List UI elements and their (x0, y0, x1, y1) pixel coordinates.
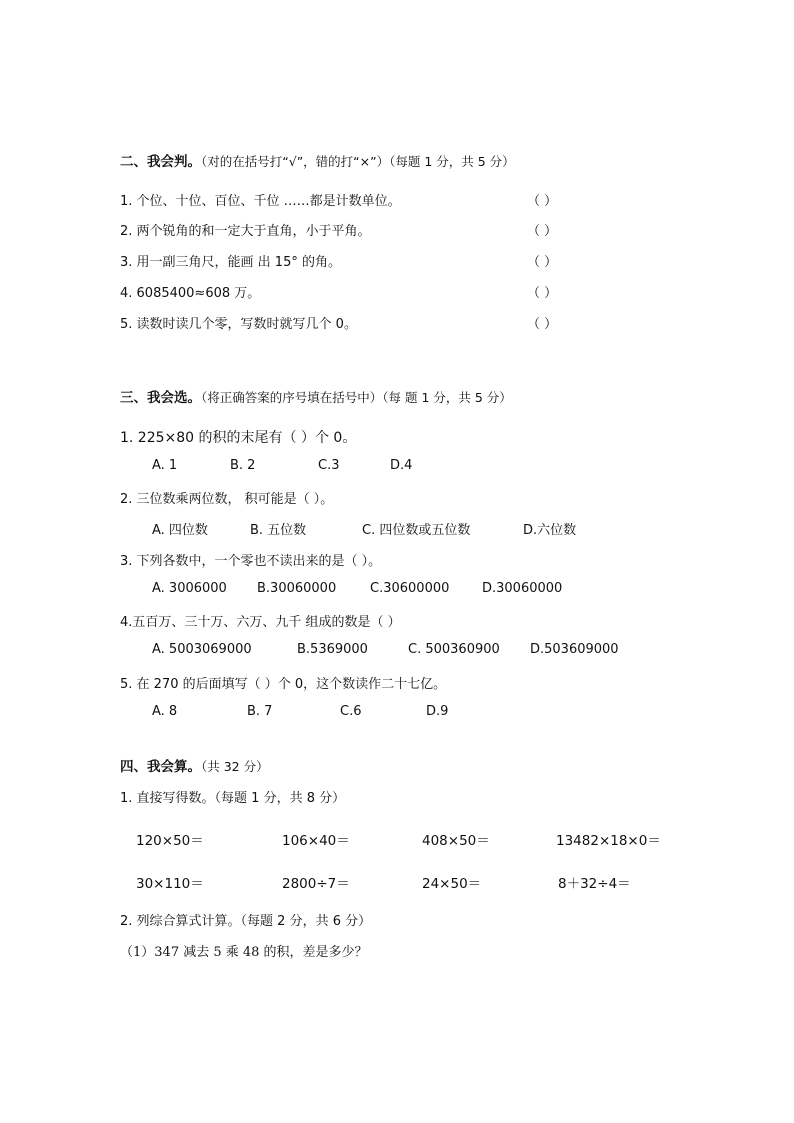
calc-expression: 13482×18×0＝ (556, 833, 661, 849)
q4-option-a[interactable]: A. 5003069000 (152, 642, 252, 657)
calc-expression: 24×50＝ (422, 876, 482, 892)
choice-q1: 1. 225×80 的积的末尾有（ ）个 0。 (120, 430, 357, 446)
q1-option-b[interactable]: B. 2 (230, 458, 256, 473)
section2-note: （对的在括号打“√”，错的打“×”）（每题 1 分，共 5 分） (201, 154, 515, 169)
q4-option-b[interactable]: B.5369000 (297, 642, 368, 657)
judge-answer-1[interactable]: （ ） (527, 194, 558, 209)
q5-option-c[interactable]: C.6 (340, 704, 362, 719)
judge-answer-3[interactable]: （ ） (527, 255, 558, 270)
calc-expression: 2800÷7＝ (282, 876, 350, 892)
calc-expression: 30×110＝ (136, 876, 204, 892)
choice-q2: 2. 三位数乘两位数， 积可能是（ ）。 (120, 492, 334, 507)
section4-title: 四、我会算。 (120, 759, 201, 775)
choice-q4: 4.五百万、三十万、六万、九千 组成的数是（ ） (120, 615, 401, 630)
q3-option-a[interactable]: A. 3006000 (152, 581, 227, 596)
choice-q5: 5. 在 270 的后面填写（ ）个 0，这个数读作二十七亿。 (120, 677, 447, 692)
choice-q3: 3. 下列各数中，一个零也不读出来的是（ ）。 (120, 554, 382, 569)
calc-expression: 408×50＝ (422, 833, 490, 849)
judge-item-4: 4. 6085400≈608 万。 (120, 286, 261, 301)
section3-title: 三、我会选。 (120, 390, 201, 406)
q2-option-b[interactable]: B. 五位数 (250, 523, 307, 538)
section3-header (120, 386, 512, 406)
judge-item-5: 5. 读数时读几个零，写数时就写几个 0。 (120, 317, 357, 332)
q2-option-c[interactable]: C. 四位数或五位数 (362, 523, 471, 538)
calc-subheading-1: 1. 直接写得数。（每题 1 分，共 8 分） (120, 791, 346, 806)
q5-option-a[interactable]: A. 8 (152, 704, 178, 719)
q2-option-a[interactable]: A. 四位数 (152, 523, 208, 538)
q3-option-c[interactable]: C.30600000 (370, 581, 450, 596)
calc-expression: 106×40＝ (282, 833, 350, 849)
judge-item-2: 2. 两个锐角的和一定大于直角，小于平角。 (120, 224, 371, 239)
judge-answer-4[interactable]: （ ） (527, 286, 558, 301)
q1-option-c[interactable]: C.3 (318, 458, 340, 473)
q2-option-d[interactable]: D.六位数 (523, 523, 577, 538)
judge-item-1: 1. 个位、十位、百位、千位 ……都是计数单位。 (120, 194, 401, 209)
judge-answer-5[interactable]: （ ） (527, 317, 558, 332)
q3-option-b[interactable]: B.30060000 (257, 581, 337, 596)
q5-option-b[interactable]: B. 7 (247, 704, 273, 719)
word-problem-1: （1）347 减去 5 乘 48 的积，差是多少？ (120, 945, 368, 960)
calc-expression: 120×50＝ (136, 833, 204, 849)
q4-option-d[interactable]: D.503609000 (530, 642, 619, 657)
q1-option-d[interactable]: D.4 (390, 458, 413, 473)
section3-note: （将正确答案的序号填在括号中）（每 题 1 分，共 5 分） (201, 390, 512, 405)
judge-item-3: 3. 用一副三角尺，能画 出 15° 的角。 (120, 255, 341, 270)
section2-header (120, 150, 515, 170)
section4-header (120, 755, 269, 775)
q3-option-d[interactable]: D.30060000 (482, 581, 563, 596)
judge-answer-2[interactable]: （ ） (527, 224, 558, 239)
calc-expression: 8＋32÷4＝ (558, 876, 631, 892)
calc-subheading-2: 2. 列综合算式计算。（每题 2 分，共 6 分） (120, 914, 372, 929)
q1-option-a[interactable]: A. 1 (152, 458, 178, 473)
section2-title: 二、我会判。 (120, 154, 201, 170)
q5-option-d[interactable]: D.9 (426, 704, 449, 719)
q4-option-c[interactable]: C. 500360900 (408, 642, 500, 657)
section4-note: （共 32 分） (201, 759, 269, 774)
